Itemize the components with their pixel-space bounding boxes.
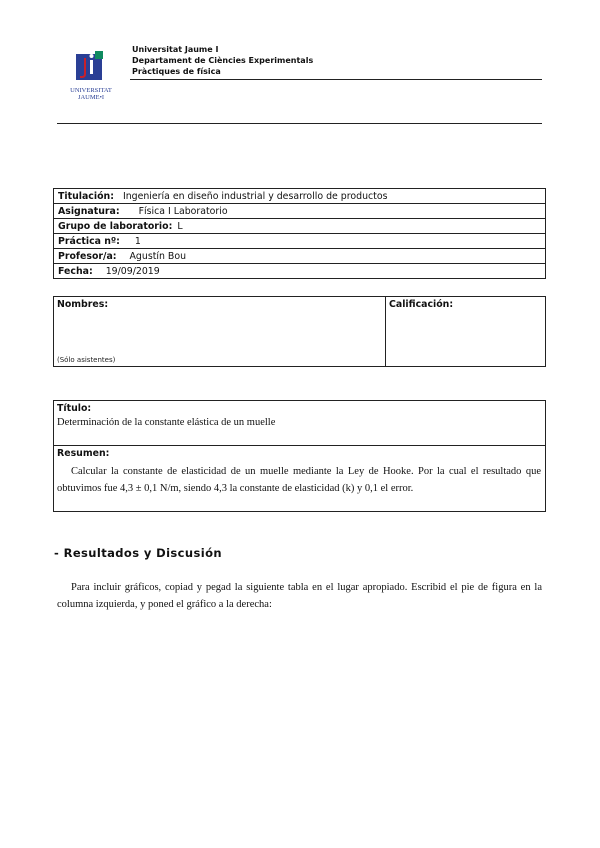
title-value: Determinación de la constante elástica de un muelle	[57, 417, 276, 428]
university-logo	[62, 48, 120, 106]
header-rule	[130, 79, 542, 80]
grupo-value: L	[177, 220, 183, 232]
document-header	[132, 44, 313, 77]
row-practica	[54, 234, 546, 249]
row-fecha	[54, 264, 546, 279]
grade-box	[385, 296, 546, 367]
profesor-label: Profesor/a:	[58, 250, 117, 262]
row-asignatura	[54, 204, 546, 219]
profesor-value: Agustín Bou	[129, 250, 187, 262]
title-box	[53, 400, 546, 446]
practica-label: Práctica nº:	[58, 235, 120, 247]
section-paragraph: Para incluir gráficos, copiad y pegad la siguiente tabla en el lugar apropiado. Escribid el pie de figura en la columna izquierda, y poned el gráfico a la derecha:	[57, 582, 542, 610]
fecha-value: 19/09/2019	[105, 265, 160, 277]
grupo-label: Grupo de laboratorio:	[58, 220, 173, 232]
fecha-label: Fecha:	[58, 265, 93, 277]
row-profesor	[54, 249, 546, 264]
logo-text-2: JAUME•I	[77, 94, 105, 101]
summary-box	[53, 445, 546, 512]
titulacion-label: Titulación:	[58, 190, 114, 202]
info-table	[53, 188, 546, 279]
department-name: Departament de Ciències Experimentals	[132, 56, 314, 65]
section-heading: - Resultados y Discusión	[54, 546, 222, 560]
names-box	[53, 296, 386, 367]
row-titulacion	[54, 189, 546, 204]
asignatura-value: Física I Laboratorio	[138, 205, 228, 217]
university-name: Universitat Jaume I	[132, 45, 219, 54]
title-label: Título:	[57, 403, 92, 414]
grade-label: Calificación:	[389, 299, 454, 310]
logo-text-1: UNIVERSITAT	[70, 87, 112, 94]
header-divider	[57, 123, 542, 124]
course-name: Pràctiques de física	[132, 67, 221, 76]
names-label: Nombres:	[57, 299, 109, 310]
titulacion-value: Ingeniería en diseño industrial y desarrollo de productos	[122, 190, 388, 202]
asignatura-label: Asignatura:	[58, 205, 120, 217]
row-grupo	[54, 219, 546, 234]
practica-value: 1	[134, 235, 141, 247]
attendees-note: (Sólo asistentes)	[57, 356, 116, 364]
logo-graphic	[62, 48, 120, 106]
summary-label: Resumen:	[57, 448, 110, 459]
summary-value: Calcular la constante de elasticidad de un muelle mediante la Ley de Hooke. Por la cual el resultado que obtuvimos fue 4,3 ± 0,1 N/m, siendo 4,3 la constante de elasticidad (k) y 0,1 el error.	[57, 466, 541, 494]
